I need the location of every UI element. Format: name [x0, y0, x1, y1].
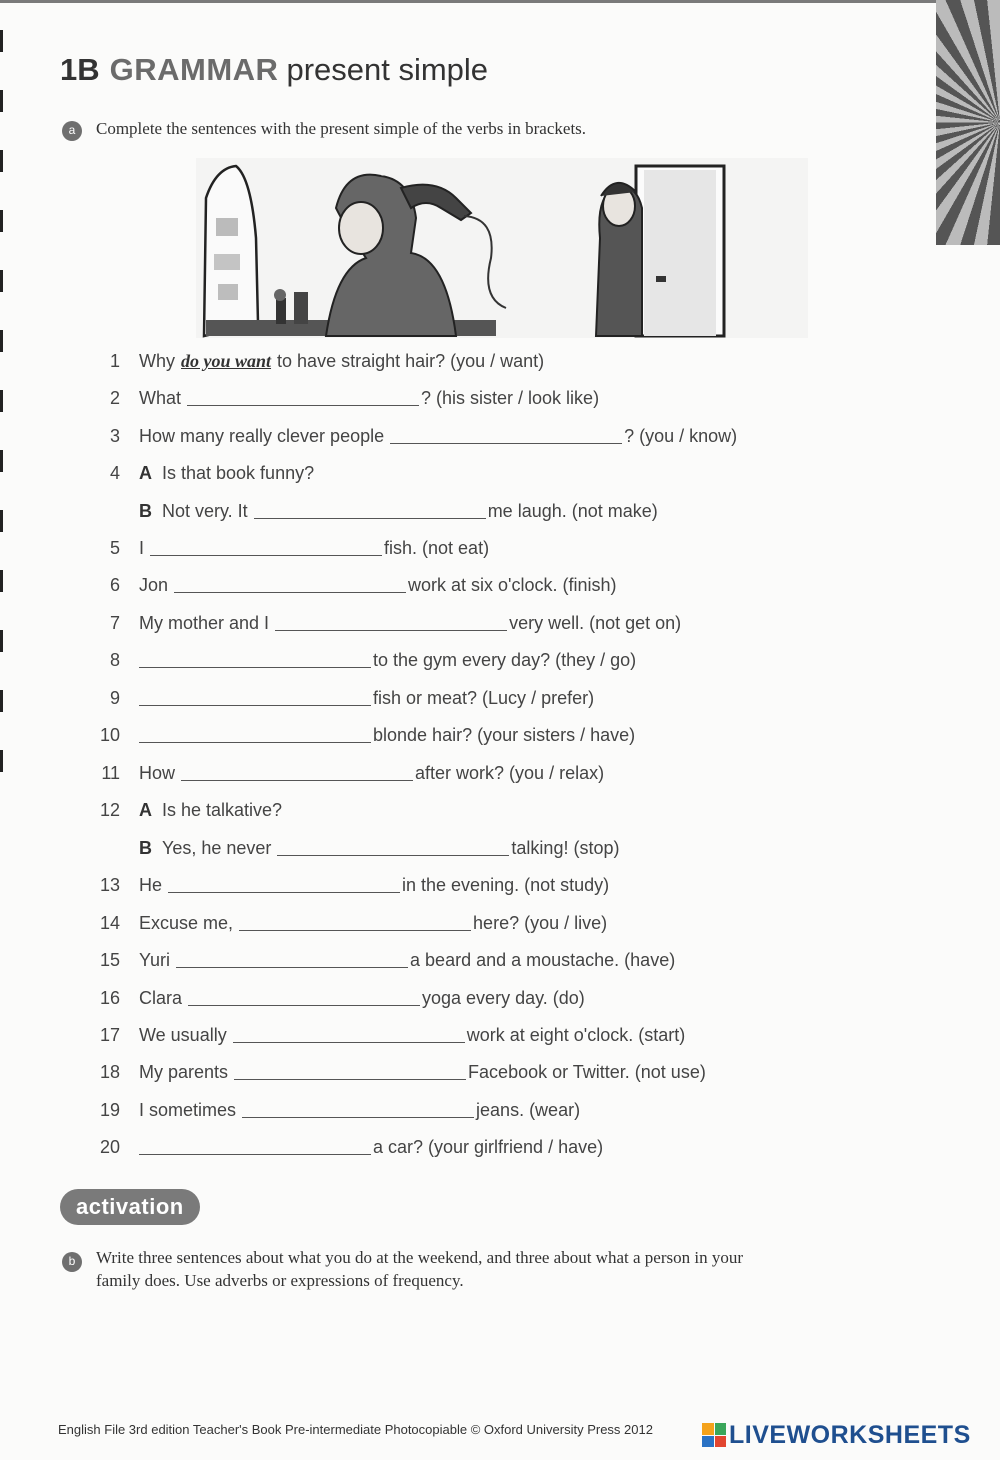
item-text-before: I sometimes — [139, 1100, 237, 1120]
exercise-item — [0, 1098, 1000, 1122]
exercise-item — [0, 1135, 1000, 1159]
exercise-a-instruction: Complete the sentences with the present simple of the verbs in brackets. — [96, 119, 587, 138]
answer-blank[interactable] — [275, 630, 507, 631]
liveworksheets-logo — [702, 1420, 971, 1450]
item-text-before: I — [139, 538, 145, 558]
exercise-item — [0, 948, 1000, 972]
item-number: 19 — [99, 1100, 120, 1120]
item-number: 9 — [109, 688, 120, 708]
item-number: 8 — [109, 650, 120, 670]
footer-credit: English File 3rd edition Teacher's Book Pre-intermediate Photocopiable © Oxford University Press 2012 — [58, 1422, 653, 1437]
exercise-item — [0, 798, 1000, 822]
item-text-after: in the evening. (not study) — [402, 875, 610, 895]
exercise-item — [0, 723, 1000, 747]
item-text-after: jeans. (wear) — [476, 1100, 581, 1120]
item-text-after: work at eight o'clock. (start) — [466, 1025, 686, 1045]
speaker-label: A — [139, 800, 152, 820]
item-number: 6 — [109, 575, 120, 595]
exercise-item — [0, 386, 1000, 410]
item-text-before: Yes, he never — [162, 838, 272, 858]
item-text-before: Is he talkative? — [162, 800, 283, 820]
exercise-item — [0, 1023, 1000, 1047]
corner-sunburst-decoration — [936, 0, 1000, 245]
exercise-item — [0, 611, 1000, 635]
item-text-before: My mother and I — [139, 613, 270, 633]
liveworksheets-wordmark: LIVEWORKSHEETS — [729, 1420, 971, 1449]
item-text-after: work at six o'clock. (finish) — [408, 575, 617, 595]
item-text-after: yoga every day. (do) — [422, 988, 585, 1008]
item-text-after: fish. (not eat) — [384, 538, 490, 558]
item-number: 2 — [109, 388, 120, 408]
item-text-after: to the gym every day? (they / go) — [373, 650, 637, 670]
answer-blank[interactable] — [239, 930, 471, 931]
item-text-before: He — [139, 875, 163, 895]
exercise-item — [0, 686, 1000, 710]
exercise-item — [0, 499, 1000, 523]
speaker-label: B — [139, 838, 152, 858]
exercise-item — [0, 911, 1000, 935]
bottle — [276, 298, 286, 324]
exercise-b-badge: b — [62, 1252, 82, 1272]
exercise-item — [0, 873, 1000, 897]
item-text-before: How many really clever people — [139, 426, 385, 446]
item-number: 7 — [109, 613, 120, 633]
answer-blank[interactable] — [254, 518, 486, 519]
item-text-after: Facebook or Twitter. (not use) — [468, 1062, 706, 1082]
speaker-label: A — [139, 463, 152, 483]
page-title — [60, 52, 488, 88]
item-number: 13 — [99, 875, 120, 895]
exercise-item — [0, 349, 1000, 373]
item-text-after: fish or meat? (Lucy / prefer) — [373, 688, 595, 708]
item-number: 18 — [99, 1062, 120, 1082]
item-number: 15 — [99, 950, 120, 970]
item-number: 17 — [99, 1025, 120, 1045]
item-number: 4 — [109, 463, 120, 483]
answer-blank[interactable] — [234, 1079, 466, 1080]
speaker-label: B — [139, 501, 152, 521]
item-text-before: Yuri — [139, 950, 171, 970]
item-text-before: Excuse me, — [139, 913, 234, 933]
exercise-item — [0, 424, 1000, 448]
answer-blank[interactable] — [174, 592, 406, 593]
item-number: 12 — [99, 800, 120, 820]
exercise-b-instruction-line1: Write three sentences about what you do at the weekend, and three about what a person in your — [96, 1248, 743, 1267]
item-text-before: Jon — [139, 575, 169, 595]
item-text-after: blonde hair? (your sisters / have) — [373, 725, 636, 745]
answer-blank[interactable] — [242, 1117, 474, 1118]
mirror — [204, 166, 258, 336]
exercise-item — [0, 536, 1000, 560]
answer-blank[interactable] — [176, 967, 408, 968]
example-answer: do you want — [181, 351, 272, 371]
item-number: 20 — [99, 1137, 120, 1157]
item-text-before: My parents — [139, 1062, 229, 1082]
answer-blank[interactable] — [233, 1042, 465, 1043]
section-label: GRAMMAR — [109, 52, 279, 87]
answer-blank[interactable] — [187, 405, 419, 406]
item-text-before: Not very. It — [162, 501, 248, 521]
item-text-after: to have straight hair? (you / want) — [277, 351, 545, 371]
item-text-after: after work? (you / relax) — [415, 763, 605, 783]
item-text-after: here? (you / live) — [473, 913, 608, 933]
item-text-before: Clara — [139, 988, 183, 1008]
exercise-item — [0, 461, 1000, 485]
item-number: 3 — [109, 426, 120, 446]
item-text-after: a car? (your girlfriend / have) — [373, 1137, 604, 1157]
answer-blank[interactable] — [168, 892, 400, 893]
item-text-after: me laugh. (not make) — [487, 501, 658, 521]
item-number: 1 — [109, 351, 120, 371]
answer-blank[interactable] — [150, 555, 382, 556]
item-number: 10 — [99, 725, 120, 745]
exercise-item — [0, 1060, 1000, 1084]
item-number: 5 — [109, 538, 120, 558]
item-number: 14 — [99, 913, 120, 933]
top-rule — [0, 0, 1000, 3]
exercise-item — [0, 761, 1000, 785]
item-text-after: very well. (not get on) — [509, 613, 682, 633]
item-text-before: Why — [139, 351, 175, 371]
activation-heading: activation — [60, 1189, 200, 1225]
item-text-after: a beard and a moustache. (have) — [410, 950, 676, 970]
answer-blank[interactable] — [277, 855, 509, 856]
exercise-item — [0, 986, 1000, 1010]
answer-blank[interactable] — [139, 705, 371, 706]
item-text-after: ? (his sister / look like) — [421, 388, 600, 408]
exercise-item — [0, 836, 1000, 860]
exercise-item — [0, 573, 1000, 597]
exercise-item — [0, 648, 1000, 672]
exercise-a-badge: a — [62, 121, 82, 141]
answer-blank[interactable] — [188, 1005, 420, 1006]
item-text-before: How — [139, 763, 176, 783]
item-text-after: ? (you / know) — [624, 426, 738, 446]
item-text-before: We usually — [139, 1025, 227, 1045]
answer-blank[interactable] — [390, 443, 622, 444]
topic-label: present simple — [286, 52, 489, 87]
exercise-b-instruction-line2: family does. Use adverbs or expressions of frequency. — [96, 1271, 464, 1290]
answer-blank[interactable] — [139, 667, 371, 668]
item-number: 11 — [101, 763, 120, 783]
item-text-before: What — [139, 388, 182, 408]
answer-blank[interactable] — [181, 780, 413, 781]
item-text-after: talking! (stop) — [511, 838, 620, 858]
illustration — [196, 158, 808, 338]
answer-blank[interactable] — [139, 742, 371, 743]
liveworksheets-mark-icon — [702, 1423, 726, 1447]
item-number: 16 — [99, 988, 120, 1008]
unit-code: 1B — [60, 52, 100, 87]
item-text-before: Is that book funny? — [162, 463, 315, 483]
answer-blank[interactable] — [139, 1154, 371, 1155]
